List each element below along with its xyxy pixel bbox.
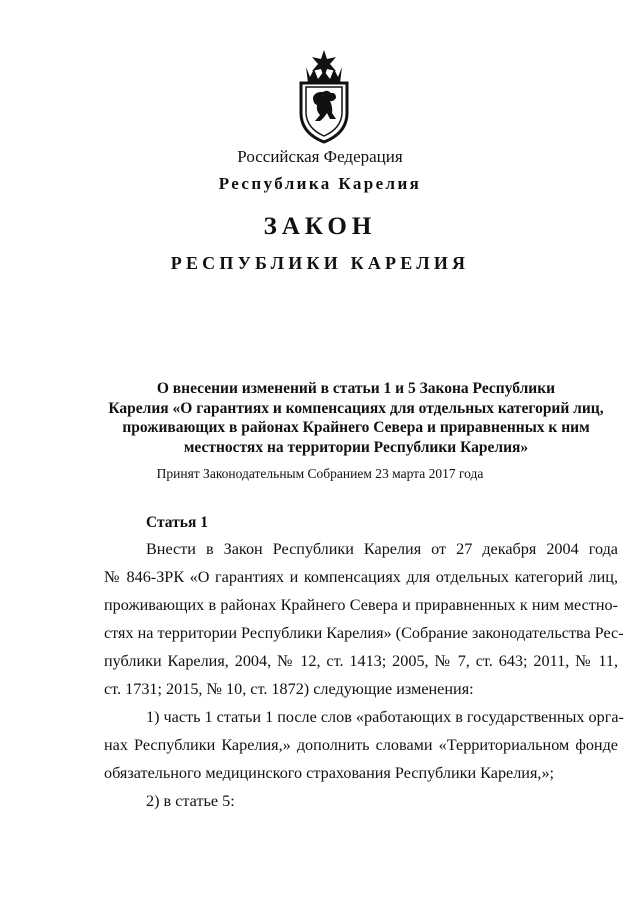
coat-of-arms-icon <box>296 47 352 145</box>
law-heading-line: Карелия «О гарантиях и компенсациях для отдельных категорий лиц, <box>108 399 604 417</box>
article-heading: Статья 1 <box>146 514 208 531</box>
body-line: стях на территории Республики Карелия» (Собрание законодательства Рес- <box>104 624 624 642</box>
body-line: публики Карелия, 2004, № 12, ст. 1413; 2005, № 7, ст. 643; 2011, № 11, <box>104 652 618 670</box>
body-line: 2) в статье 5: <box>146 792 235 810</box>
body-line: ст. 1731; 2015, № 10, ст. 1872) следующие изменения: <box>104 680 474 698</box>
body-line: 1) часть 1 статьи 1 после слов «работающих в государственных орга- <box>146 708 624 726</box>
document-type-title: ЗАКОН <box>263 213 377 240</box>
adoption-note: Принят Законодательным Собранием 23 марта 2017 года <box>156 466 484 481</box>
law-heading-line: местностях на территории Республики Карелия» <box>183 438 529 456</box>
body-line: нах Республики Карелия,» дополнить словами «Территориальном фонде <box>104 736 618 754</box>
law-heading <box>96 379 616 457</box>
document-type-subtitle: РЕСПУБЛИКИ КАРЕЛИЯ <box>170 253 470 273</box>
body-line: проживающих в районах Крайнего Севера и приравненных к ним местно- <box>104 596 618 614</box>
law-heading-line: проживающих в районах Крайнего Севера и приравненных к ним <box>122 419 590 436</box>
body-line: № 846-ЗРК «О гарантиях и компенсациях для отдельных категорий лиц, <box>104 568 618 586</box>
law-heading-line: О внесении изменений в статьи 1 и 5 Закона Республики <box>156 380 556 397</box>
republic-name: Республика Карелия <box>218 174 422 193</box>
body-line: Внести в Закон Республики Карелия от 27 декабря 2004 года <box>146 540 618 558</box>
body-line: обязательного медицинского страхования Республики Карелия,»; <box>104 764 555 782</box>
country-name: Российская Федерация <box>237 147 403 166</box>
